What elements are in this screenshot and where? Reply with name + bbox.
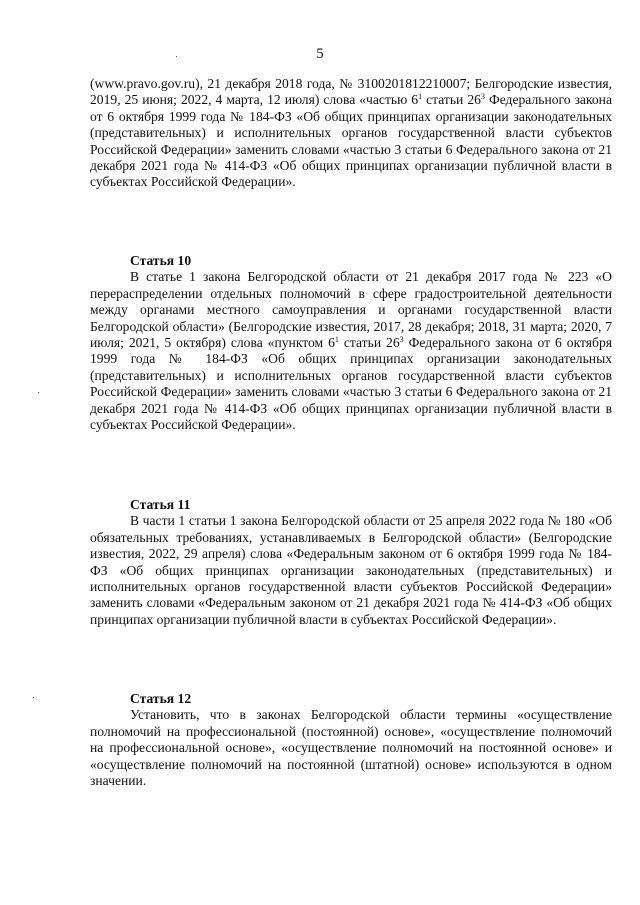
article-11-heading: Статья 11 [130,497,191,512]
article-10-superscript-2: 3 [399,335,404,345]
intro-superscript-1: 1 [418,92,423,102]
scan-speck [38,392,39,393]
article-12-paragraph: Установить, что в законах Белгородской области термины «осуществление полномочий на профессиональной (постоянной) основе», «осуществление полномочий на профессиональной основе», «осуществление полномочий на постоянной основе» и «осуществление полномочий на постоянной (штатной) основе» используются в одном значении. [90,707,612,789]
intro-paragraph [90,76,612,191]
article-10-text-1: В статье 1 закона Белгородской области от 21 декабря 2017 года № 223 «О перераспределении отдельных полномочий в сфере градостроительной деятельности между органами местного самоуправления и органами государственной власти Белгородской области» (Белгородские известия, 2017, 28 декабря; 2018, 31 марта; 2020, 7 июля; 2021, 5 октября) слова «пунктом 6 [90,269,612,351]
scan-speck [33,697,34,698]
article-10-superscript-1: 1 [334,335,339,345]
article-12-heading: Статья 12 [130,691,192,706]
intro-superscript-2: 3 [480,92,485,102]
scan-speck [176,56,177,57]
article-10-text-3: Федерального закона от 6 октября 1999 года № 184-ФЗ «Об общих принципах организации законодательных (представительных) и исполнительных органов государственной власти субъектов Российской Федерации» заменить словами «частью 3 статьи 6 Федерального закона от 21 декабря 2021 года № 414-ФЗ «Об общих принципах организации публичной власти в субъектах Российской Федерации». [90,335,612,433]
article-10-heading: Статья 10 [130,253,192,268]
article-11-paragraph: В части 1 статьи 1 закона Белгородской области от 25 апреля 2022 года № 180 «Об обязательных требованиях, устанавливаемых в Белгородской области» (Белгородские известия, 2022, 29 апреля) слова «Федеральным законом от 6 октября 1999 года № 184-ФЗ «Об общих принципах организации законодательных (представительных) и исполнительных органов государственной власти субъектов Российской Федерации» заменить словами «Федеральным законом от 21 декабря 2021 года № 414-ФЗ «Об общих принципах организации публичной власти в субъектах Российской Федерации». [90,513,612,627]
intro-text-3: Федерального закона от 6 октября 1999 года № 184-ФЗ «Об общих принципах организации законодательных (представительных) и исполнительных органов государственной власти субъектов Российской Федерации» заменить словами «частью 3 статьи 6 Федерального закона от 21 декабря 2021 года № 414-ФЗ «Об общих принципах организации публичной власти в субъектах Российской Федерации». [90,92,612,190]
intro-text-2: статьи 26 [422,92,481,108]
page-number: 5 [316,46,324,62]
article-12 [90,691,612,789]
intro-section [90,76,612,191]
article-10-text-2: статьи 26 [338,335,400,351]
article-10-paragraph [90,269,612,433]
article-10 [90,253,612,433]
intro-text-1: (www.pravo.gov.ru), 21 декабря 2018 года, № 3100201812210007; Белгородские известия, 2019, 25 июня; 2022, 4 марта, 12 июля) слова «частью 6 [90,76,612,108]
article-11 [90,497,612,628]
